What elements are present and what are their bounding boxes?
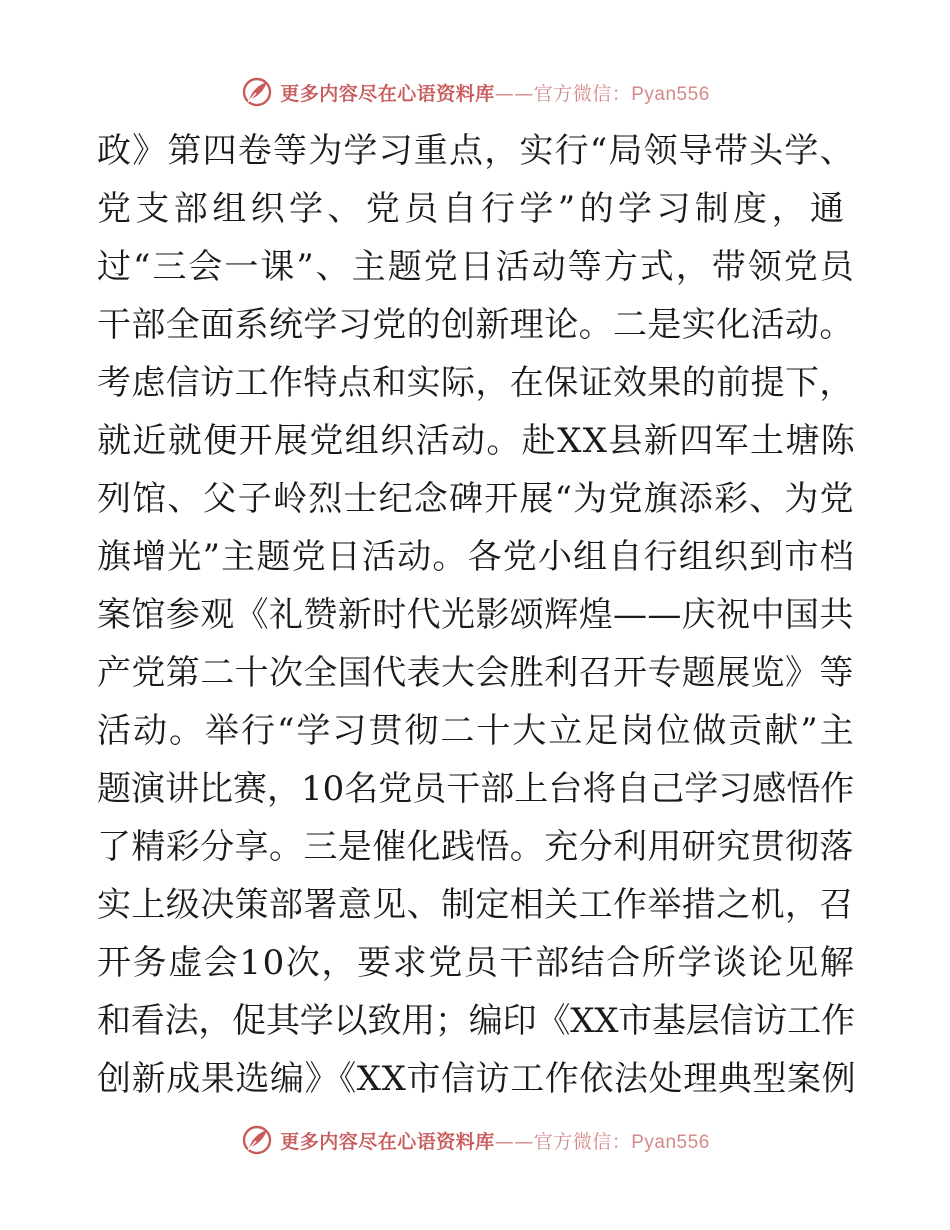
text-line: 过“三会一课”、主题党日活动等方式，带领党员 bbox=[97, 247, 856, 287]
text-line: 实上级决策部署意见、制定相关工作举措之机，召 bbox=[97, 885, 854, 925]
watermark-lead: 更多内容尽在心语资料库 bbox=[280, 82, 495, 105]
text-line: 活动。举行“学习贯彻二十大立足岗位做贡献”主 bbox=[97, 711, 856, 751]
text-line: 党支部组织学、党员自行学”的学习制度，通 bbox=[97, 189, 849, 229]
text-line: 和看法，促其学以致用；编印《XX市基层信访工作 bbox=[97, 1001, 855, 1041]
text-line: 了精彩分享。三是催化践悟。充分利用研究贯彻落 bbox=[97, 827, 854, 867]
text-line: 干部全面系统学习党的创新理论。二是实化活动。 bbox=[97, 305, 854, 345]
text-line: 政》第四卷等为学习重点，实行“局领导带头学、 bbox=[97, 131, 855, 171]
watermark-label: 官方微信： bbox=[533, 82, 632, 105]
watermark-text bbox=[280, 79, 710, 106]
watermark-lead: 更多内容尽在心语资料库 bbox=[280, 1130, 495, 1153]
watermark-dash: —— bbox=[494, 1130, 534, 1153]
feather-pen-logo-icon bbox=[240, 75, 274, 109]
watermark-handle: Pyan556 bbox=[631, 1131, 710, 1153]
text-line: 旗增光”主题党日活动。各党小组自行组织到市档 bbox=[97, 537, 855, 577]
text-line: 创新成果选编》《XX市信访工作依法处理典型案例 bbox=[97, 1059, 857, 1099]
feather-pen-logo-icon bbox=[240, 1123, 274, 1157]
text-line: 题演讲比赛，10名党员干部上台将自己学习感悟作 bbox=[97, 769, 855, 809]
text-line: 考虑信访工作特点和实际，在保证效果的前提下， bbox=[97, 363, 854, 403]
watermark-label: 官方微信： bbox=[533, 1130, 632, 1153]
footer-watermark bbox=[0, 1120, 950, 1160]
text-line: 开务虚会10次，要求党员干部结合所学谈论见解 bbox=[97, 943, 856, 983]
text-line: 案馆参观《礼赞新时代光影颂辉煌——庆祝中国共 bbox=[97, 595, 854, 635]
text-line: 列馆、父子岭烈士纪念碑开展“为党旗添彩、为党 bbox=[97, 479, 855, 519]
document-body bbox=[97, 122, 857, 1108]
watermark-handle: Pyan556 bbox=[631, 83, 710, 105]
watermark-dash: —— bbox=[494, 82, 534, 105]
text-line: 产党第二十次全国代表大会胜利召开专题展览》等 bbox=[97, 653, 854, 693]
watermark-text bbox=[280, 1127, 710, 1154]
text-line: 就近就便开展党组织活动。赴XX县新四军土塘陈 bbox=[97, 421, 857, 461]
header-watermark bbox=[0, 72, 950, 112]
